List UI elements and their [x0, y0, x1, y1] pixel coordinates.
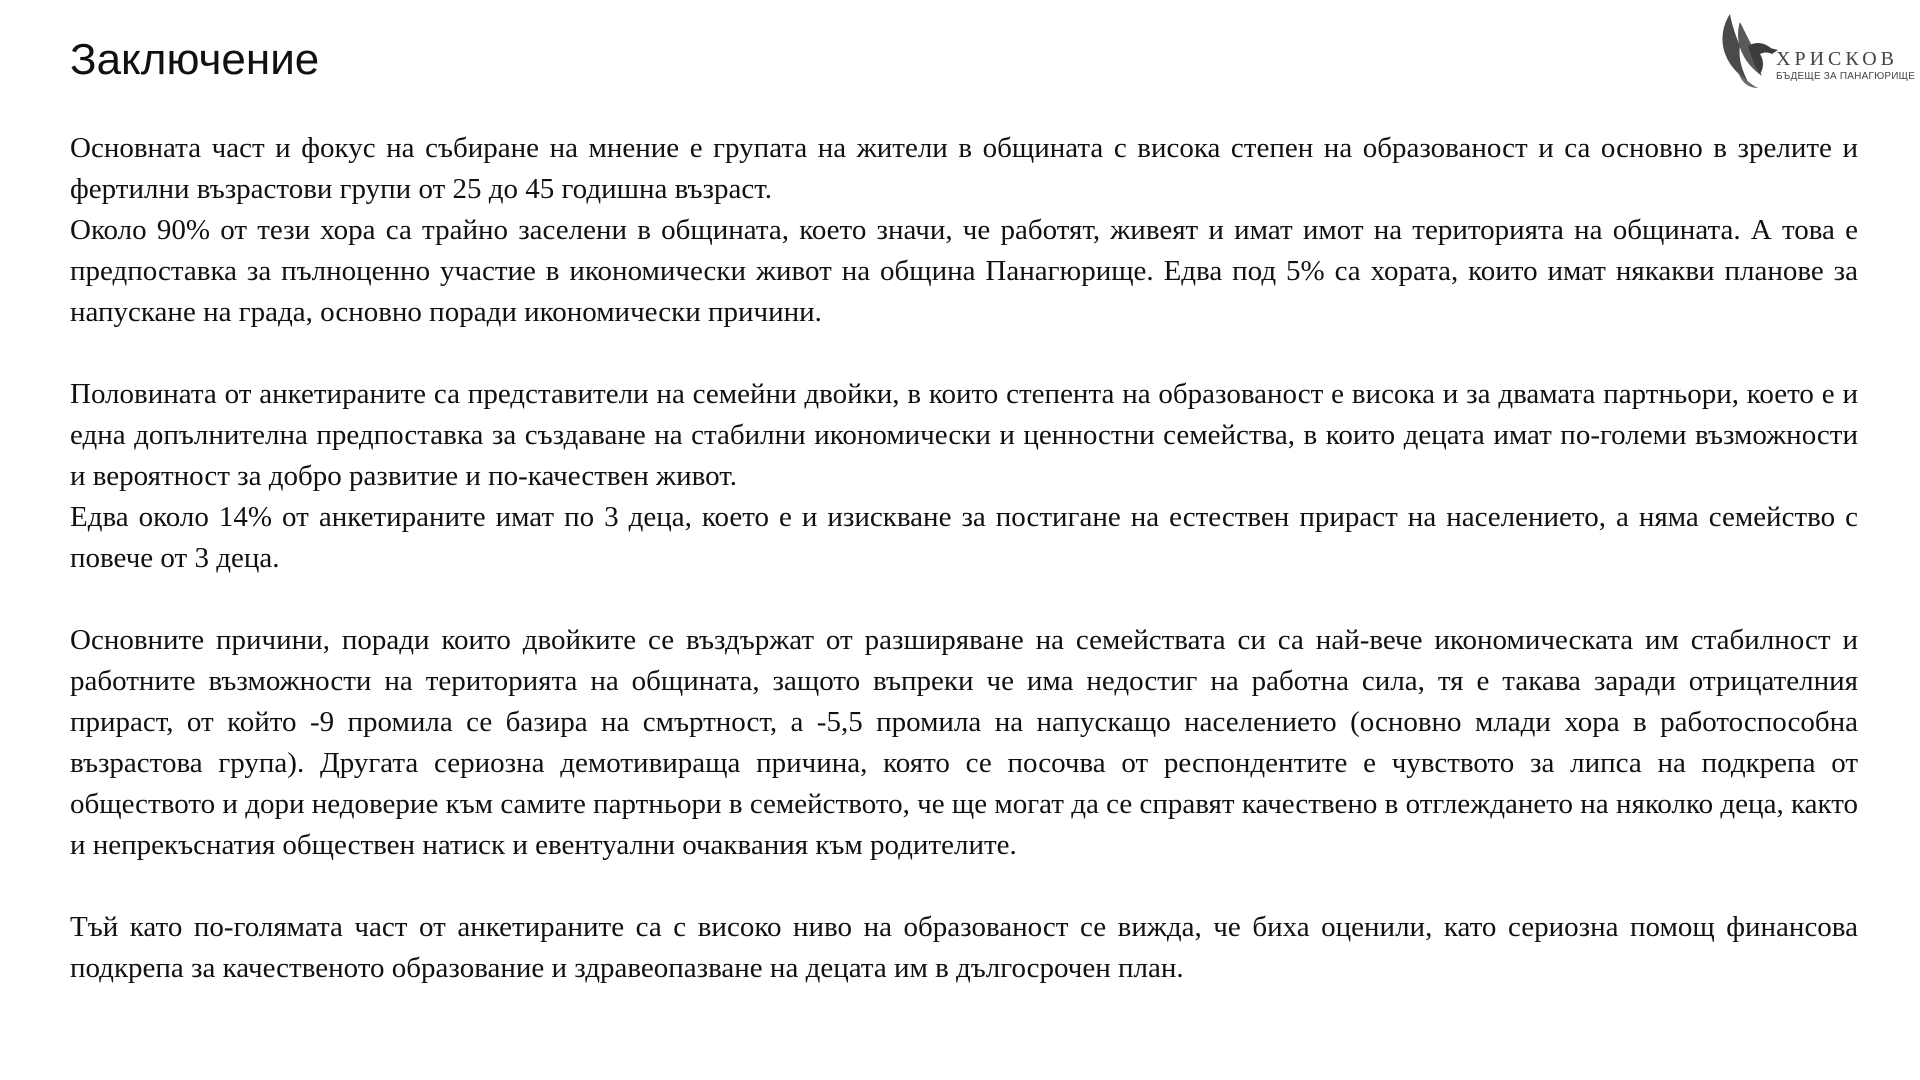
logo-tagline: БЪДЕЩЕ ЗА ПАНАГЮРИЩЕ — [1776, 71, 1916, 82]
paragraph-gap — [70, 333, 1858, 374]
paragraph-2: Около 90% от тези хора са трайно заселени в общината, което значи, че работят, живеят и имат имот на територията на общината. А това е предпоставка за пълноценно участие в икономически живот на община Панагюрище. Едва под 5% са хората, които имат някакви планове за напускане на града, основно поради икономически причини. — [70, 214, 1858, 328]
paragraph-3: Половината от анкетираните са представители на семейни двойки, в които степента на образованост е висока и за двамата партньори, което е и една допълнителна предпоставка за създаване на стабилни икономически и ценностни семейства, в които децата имат по-големи възможности и вероятност за добро развитие и по-качествен живот. — [70, 378, 1858, 492]
paragraph-6: Тъй като по-голямата част от анкетираните са с високо ниво на образованост се вижда, че биха оценили, като сериозна помощ финансова подкрепа за качественото образование и здравеопазване на децата им в дългосрочен план. — [70, 911, 1858, 984]
eagle-icon — [1718, 12, 1780, 96]
paragraph-1: Основната част и фокус на събиране на мнение е групата на жители в общината с висока степен на образованост и са основно в зрелите и фертилни възрастови групи от 25 до 45 годишна възраст. — [70, 132, 1858, 205]
paragraph-5: Основните причини, поради които двойките се въздържат от разширяване на семействата си са най-вече икономическата им стабилност и работните възможности на територията на общината, защото въпреки че има недостиг на работна сила, тя е такава заради отрицателния прираст, от който -9 промила се базира на смъртност, а -5,5 промила на напускащо населението (основно млади хора в работоспособна възрастова група). Другата сериозна демотивираща причина, която се посочва от респондентите е чувството за липса на подкрепа от обществото и дори недоверие към самите партньори в семейството, че ще могат да се справят качествено в отглеждането на няколко деца, както и непрекъснатия обществен натиск и евентуални очаквания към родителите. — [70, 624, 1858, 861]
paragraph-4: Едва около 14% от анкетираните имат по 3 деца, което е и изискване за постигане на естествен прираст на населението, а няма семейство с повече от 3 деца. — [70, 501, 1858, 574]
conclusion-body — [70, 128, 1858, 989]
logo — [1718, 12, 1918, 96]
logo-brand-text: ХРИСКОВ — [1776, 48, 1898, 70]
page-title: Заключение — [70, 35, 320, 84]
paragraph-gap — [70, 579, 1858, 620]
paragraph-gap — [70, 866, 1858, 907]
